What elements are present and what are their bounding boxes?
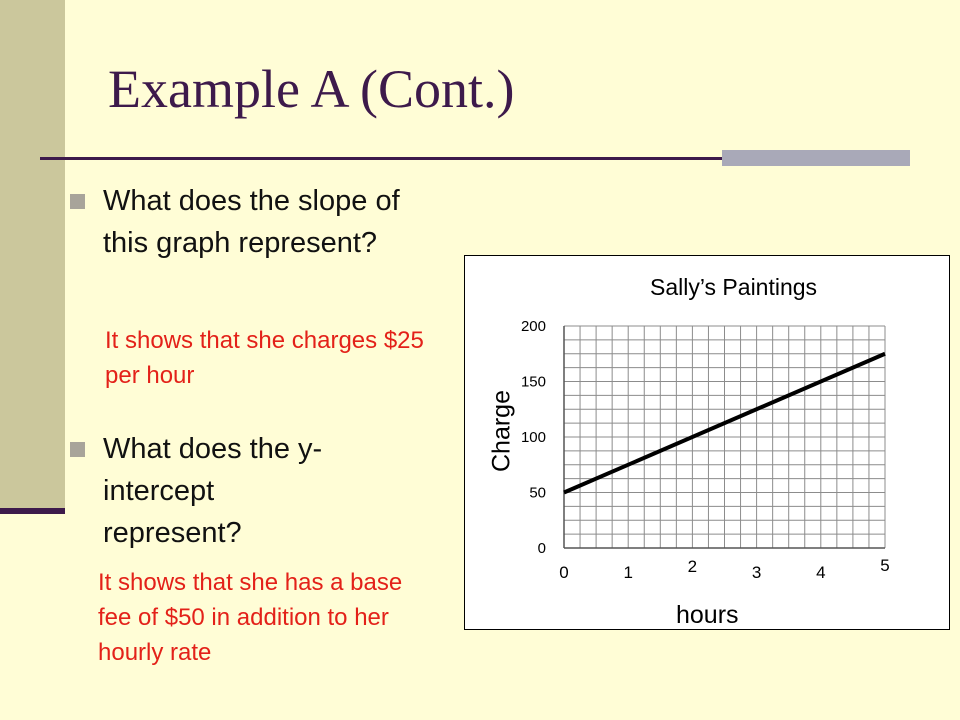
y-tick-label: 50 xyxy=(529,484,546,502)
intercept-answer: It shows that she has a base fee of $50 in addition to her hourly rate xyxy=(98,569,403,666)
y-tick-label: 0 xyxy=(537,540,546,557)
slide-title: Example A (Cont.) xyxy=(108,59,515,119)
chart-panel xyxy=(464,255,950,630)
slope-answer: It shows that she charges $25 per hour xyxy=(105,327,424,389)
y-tick-label: 100 xyxy=(520,429,546,446)
x-tick-label: 0 xyxy=(559,563,569,582)
x-axis-label: hours xyxy=(676,601,739,629)
bullet-text: What does the slope of this graph represent? xyxy=(103,185,400,259)
x-tick-label: 5 xyxy=(880,556,890,575)
title-underline-accent xyxy=(722,150,910,166)
x-tick-label: 4 xyxy=(816,563,826,582)
sidebar-decoration xyxy=(0,0,65,508)
bullet-intercept-question xyxy=(70,428,450,554)
chart-title: Sally’s Paintings xyxy=(650,274,818,300)
bullet-square-icon xyxy=(70,194,85,209)
x-tick-label: 3 xyxy=(751,563,762,582)
x-tick-label: 2 xyxy=(687,557,698,576)
bullet-text: What does the y-intercept represent? xyxy=(103,433,323,549)
y-tick-label: 150 xyxy=(520,373,546,391)
sidebar-accent-line xyxy=(0,508,65,514)
chart-plot xyxy=(465,256,951,631)
y-tick-label: 200 xyxy=(520,318,546,335)
bullet-square-icon xyxy=(70,442,85,457)
y-axis-label: Charge xyxy=(487,390,516,472)
bullet-slope-question xyxy=(70,180,450,264)
x-tick-label: 1 xyxy=(623,563,633,582)
